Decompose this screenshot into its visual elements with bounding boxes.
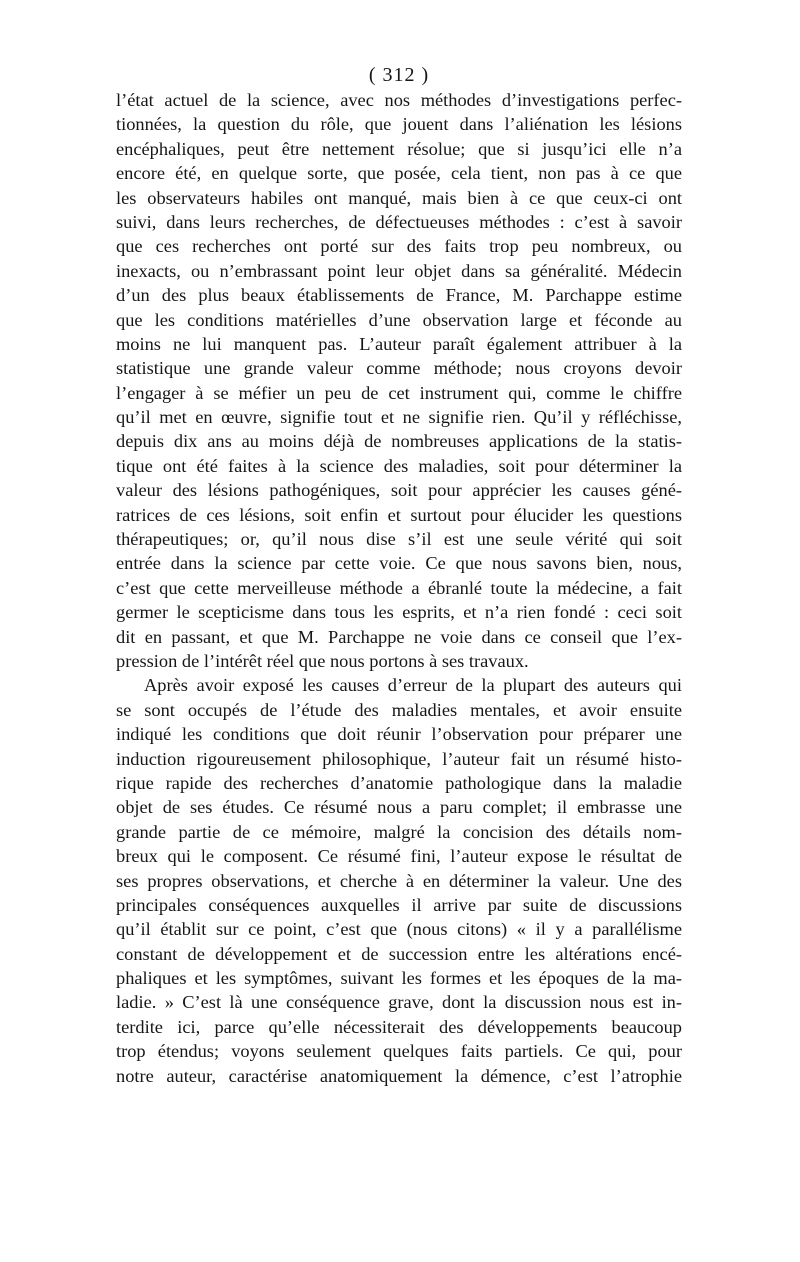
text-line: induction rigoureusement philosophique, l’auteur fait un résumé histo- (116, 748, 682, 769)
text-line: trop étendus; voyons seulement quelques faits partiels. Ce qui, pour (116, 1041, 682, 1062)
text-line: principales conséquences auxquelles il arrive par suite de discussions (116, 894, 682, 915)
text-line: indiqué les conditions que doit réunir l’observation pour préparer une (116, 724, 682, 745)
text-line: dit en passant, et que M. Parchappe ne voie dans ce conseil que l’ex- (116, 626, 682, 647)
text-line: inexacts, ou n’embrassant point leur objet dans sa généralité. Médecin (116, 260, 682, 281)
text-line: les observateurs habiles ont manqué, mais bien à ce que ceux-ci ont (116, 187, 682, 208)
book-page (116, 62, 682, 1088)
text-line: entrée dans la science par cette voie. Ce que nous savons bien, nous, (116, 553, 682, 574)
text-line: valeur des lésions pathogéniques, soit pour apprécier les causes géné- (116, 480, 682, 501)
text-line: phaliques et les symptômes, suivant les formes et les époques de la ma- (116, 968, 682, 989)
text-line: que ces recherches ont porté sur des faits trop peu nombreux, ou (116, 236, 682, 257)
text-line: rique rapide des recherches d’anatomie pathologique dans la maladie (116, 772, 682, 793)
text-line: notre auteur, caractérise anatomiquement la démence, c’est l’atrophie (116, 1065, 682, 1086)
text-line: qu’il établit sur ce point, c’est que (nous citons) « il y a parallélisme (116, 919, 682, 940)
text-line: c’est que cette merveilleuse méthode a ébranlé toute la médecine, a fait (116, 577, 682, 598)
text-line: ladie. » C’est là une conséquence grave, dont la discussion nous est in- (116, 992, 682, 1013)
page-number: ( 312 ) (368, 64, 430, 86)
text-line: germer le scepticisme dans tous les esprits, et n’a rien fondé : ceci soit (116, 602, 682, 623)
text-line: depuis dix ans au moins déjà de nombreuses applications de la statis- (116, 431, 682, 452)
text-line: ratrices de ces lésions, soit enfin et surtout pour élucider les questions (116, 504, 682, 525)
text-line: l’engager à se méfier un peu de cet instrument qui, comme le chiffre (116, 382, 682, 403)
text-line: suivi, dans leurs recherches, de défectueuses méthodes : c’est à savoir (116, 211, 682, 232)
body-text (116, 88, 682, 1088)
paragraph-end-line: pression de l’intérêt réel que nous portons à ses travaux. (116, 650, 529, 671)
text-line: se sont occupés de l’étude des maladies mentales, et avoir ensuite (116, 699, 682, 720)
text-line: thérapeutiques; or, qu’il nous dise s’il est une seule vérité qui soit (116, 529, 682, 550)
text-line: que les conditions matérielles d’une observation large et féconde au (116, 309, 682, 330)
text-line: objet de ses études. Ce résumé nous a paru complet; il embrasse une (116, 797, 682, 818)
text-line: d’un des plus beaux établissements de France, M. Parchappe estime (116, 285, 682, 306)
text-line: qu’il met en œuvre, signifie tout et ne signifie rien. Qu’il y réfléchisse, (116, 407, 682, 428)
text-line: grande partie de ce mémoire, malgré la concision des détails nom- (116, 821, 682, 842)
text-line: terdite ici, parce qu’elle nécessiterait des développements beaucoup (116, 1016, 682, 1037)
text-line: l’état actuel de la science, avec nos méthodes d’investigations perfec- (116, 90, 682, 110)
text-line: moins ne lui manquent pas. L’auteur paraît également attribuer à la (116, 333, 682, 354)
text-line: tique ont été faites à la science des maladies, soit pour déterminer la (116, 455, 682, 476)
text-line: ses propres observations, et cherche à en déterminer la valeur. Une des (116, 870, 682, 891)
text-line: tionnées, la question du rôle, que jouent dans l’aliénation les lésions (116, 114, 682, 135)
text-line: statistique une grande valeur comme méthode; nous croyons devoir (116, 358, 682, 379)
text-line: encore été, en quelque sorte, que posée, cela tient, non pas à ce que (116, 163, 682, 184)
text-line: constant de développement et de succession entre les altérations encé- (116, 943, 682, 964)
text-line: breux qui le composent. Ce résumé fini, l’auteur expose le résultat de (116, 846, 682, 867)
paragraph-start-line: Après avoir exposé les causes d’erreur de la plupart des auteurs qui (144, 675, 682, 696)
text-line: encéphaliques, peut être nettement résolue; que si jusqu’ici elle n’a (116, 138, 682, 159)
